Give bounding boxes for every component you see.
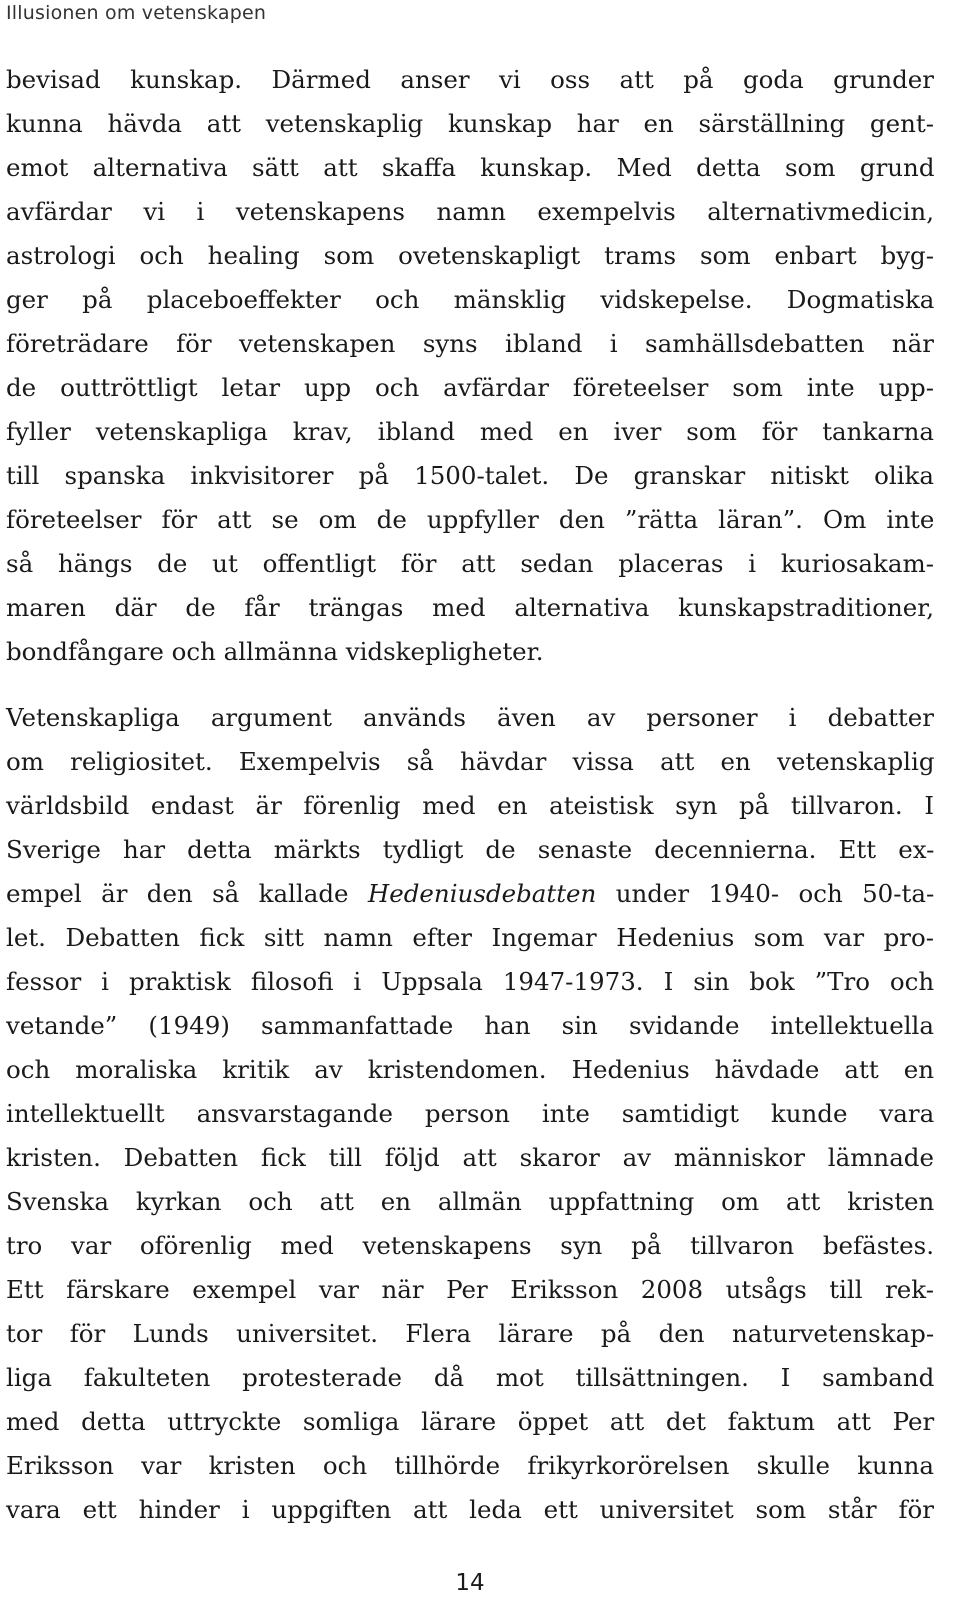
- text-line: liga fakulteten protesterade då mot tillsättningen. I samband: [6, 1363, 935, 1392]
- text-line: emot alternativa sätt att skaffa kunskap. Med detta som grund: [6, 153, 935, 182]
- running-header: Illusionen om vetenskapen: [6, 2, 267, 24]
- text-line: till spanska inkvisitorer på 1500-talet. De granskar nitiskt olika: [6, 461, 934, 490]
- text-line: intellektuellt ansvarstagande person inte samtidigt kunde vara: [6, 1099, 935, 1128]
- text-line: fessor i praktisk filosofi i Uppsala 1947-1973. I sin bok ”Tro och: [6, 967, 935, 996]
- text-line: Sverige har detta märkts tydligt de senaste decennierna. Ett ex-: [6, 835, 935, 864]
- text-line: om religiositet. Exempelvis så hävdar vissa att en vetenskaplig: [6, 747, 935, 776]
- text-line: vara ett hinder i uppgiften att leda ett universitet som står för: [6, 1495, 934, 1524]
- text-segment: empel är den så kallade: [6, 879, 368, 908]
- text-line: avfärdar vi i vetenskapens namn exempelvis alternativmedicin,: [6, 197, 934, 226]
- text-line: så hängs de ut offentligt för att sedan placeras i kuriosakam-: [6, 549, 934, 578]
- text-line: vetande” (1949) sammanfattade han sin svidande intellektuella: [6, 1011, 934, 1040]
- text-line: och moraliska kritik av kristendomen. Hedenius hävdade att en: [6, 1055, 935, 1084]
- body-text: [6, 58, 934, 1532]
- text-line: bondfångare och allmänna vidskepligheter.: [6, 637, 544, 666]
- text-line: kunna hävda att vetenskaplig kunskap har en särställning gent-: [6, 109, 934, 138]
- text-line: Eriksson var kristen och tillhörde frikyrkorörelsen skulle kunna: [6, 1451, 934, 1480]
- text-line: med detta uttryckte somliga lärare öppet att det faktum att Per: [6, 1407, 935, 1436]
- text-line: astrologi och healing som ovetenskapligt trams som enbart byg-: [6, 241, 935, 270]
- text-line: företrädare för vetenskapen syns ibland i samhällsdebatten när: [6, 329, 934, 358]
- text-line: kristen. Debatten fick till följd att skaror av människor lämnade: [6, 1143, 934, 1172]
- page-number: 14: [455, 1570, 485, 1596]
- text-line: maren där de får trängas med alternativa kunskapstraditioner,: [6, 593, 935, 622]
- text-line: de outtröttligt letar upp och avfärdar företeelser som inte upp-: [6, 373, 934, 402]
- paragraph-2: [6, 696, 934, 1532]
- text-line: företeelser för att se om de uppfyller den ”rätta läran”. Om inte: [6, 505, 935, 534]
- text-line: Vetenskapliga argument används även av personer i debatter: [6, 703, 934, 732]
- text-line-with-italic: [6, 872, 934, 916]
- text-line: världsbild endast är förenlig med en ateistisk syn på tillvaron. I: [6, 791, 934, 820]
- text-segment: under 1940- och 50-ta-: [596, 879, 935, 908]
- text-line: ger på placeboeffekter och mänsklig vidskepelse. Dogmatiska: [6, 285, 935, 314]
- text-line: tro var oförenlig med vetenskapens syn på tillvaron befästes.: [6, 1231, 934, 1260]
- paragraph-1: [6, 58, 934, 674]
- italic-term: Hedeniusdebatten: [367, 879, 597, 908]
- text-line: tor för Lunds universitet. Flera lärare på den naturvetenskap-: [6, 1319, 935, 1348]
- text-line: Ett färskare exempel var när Per Eriksson 2008 utsågs till rek-: [6, 1275, 934, 1304]
- text-line: Svenska kyrkan och att en allmän uppfattning om att kristen: [6, 1187, 935, 1216]
- text-line: bevisad kunskap. Därmed anser vi oss att på goda grunder: [6, 65, 935, 94]
- text-line: let. Debatten fick sitt namn efter Ingemar Hedenius som var pro-: [6, 923, 934, 952]
- text-line: fyller vetenskapliga krav, ibland med en iver som för tankarna: [6, 417, 934, 446]
